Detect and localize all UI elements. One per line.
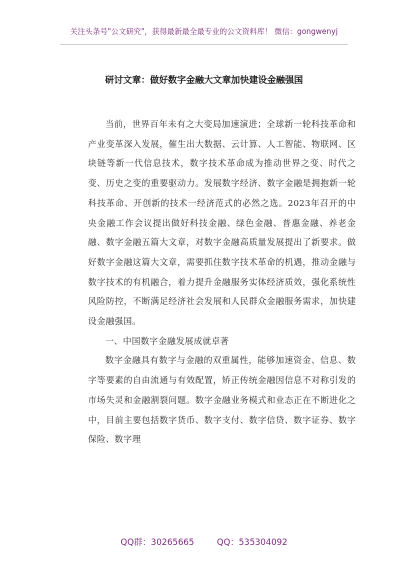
body-paragraph: 数字金融具有数字与金融的双重属性，能够加速资金、信息、数字等要素的自由流通与有效配置，矫正传统金融因信息不对称引发的市场失灵和金融割裂问题。数字金融业务模式和业态正在不断进化之中，目前主要包括数字货币、数字支付、数字信贷、数字证券、数字保险、数字理	[88, 356, 356, 446]
body-paragraph: 当前，世界百年未有之大变局加速演进；全球新一轮科技革命和产业变革深入发展，催生出大数据、云计算、人工智能、物联网、区块链等新一代信息技术，数字技术革命成为推动世界之变、时代之变、历史之变的重要驱动力。发展数字经济、数字金融是拥抱新一轮科技革命、开创新的技术一经济范式的必然之选。2023年召开的中央金融工作会议提出做好科技金融、绿色金融、普惠金融、养老金融、数字金融五篇大文章，对数字金融高质量发展提出了新要求。做好数字金融这篇大文章，需要抓住数字技术革命的机遇，推动金融与数字技术的有机融合，着力提升金融服务实体经济质效，强化系统性风险防控，不断满足经济社会发展和人民群众金融服务需求，加快建设金融强国。	[88, 120, 356, 328]
footer-contact	[0, 536, 408, 548]
header-promo-note: 关注头条号"公文研究"，获得最新最全最专业的公文资料库！ 微信：gongwenyj	[70, 27, 338, 36]
document-body	[88, 116, 356, 451]
section-heading: 一、中国数字金融发展成就卓著	[105, 336, 230, 347]
footer-qq-number: QQ：535304092	[216, 538, 288, 548]
footer-qq-group: QQ群：30265665	[120, 538, 195, 548]
document-title: 研讨文章：做好数字金融大文章加快建设金融强国	[104, 76, 303, 86]
header-divider	[60, 44, 348, 45]
